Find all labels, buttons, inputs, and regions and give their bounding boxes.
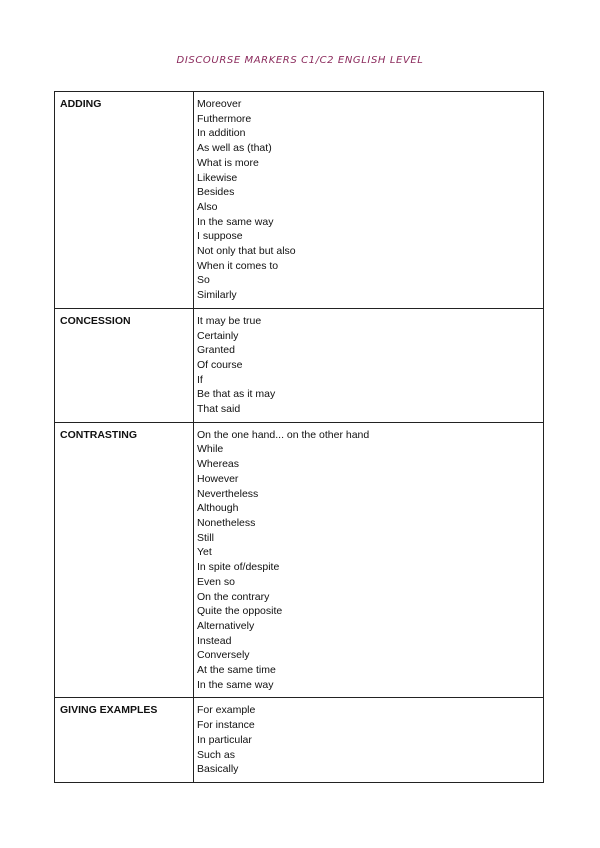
marker-item: Instead [197, 634, 232, 647]
marker-item: Not only that but also [197, 245, 296, 258]
marker-item: In the same way [197, 678, 274, 691]
marker-item: As well as (that) [197, 142, 272, 155]
discourse-markers-table [54, 91, 544, 783]
table-row [55, 422, 544, 698]
table-row [55, 92, 544, 309]
marker-item: In the same way [197, 215, 274, 228]
category-label: CONTRASTING [55, 422, 194, 698]
marker-item: Whereas [197, 458, 240, 471]
marker-item: Be that as it may [197, 388, 276, 401]
marker-item: So [197, 274, 210, 287]
table-body [55, 92, 544, 783]
marker-item: It may be true [197, 314, 262, 327]
marker-item: At the same time [197, 664, 276, 677]
marker-item: In spite of/despite [197, 561, 280, 574]
marker-item: Still [197, 531, 214, 544]
marker-item: In addition [197, 127, 246, 140]
marker-item: Yet [197, 546, 212, 559]
marker-item: What is more [197, 156, 259, 169]
marker-item: On the contrary [197, 590, 270, 603]
category-label: ADDING [55, 92, 194, 309]
marker-item: Futhermore [197, 112, 252, 125]
marker-item: For example [197, 704, 256, 717]
marker-item: Moreover [197, 98, 242, 110]
marker-list [194, 308, 544, 422]
marker-item: For instance [197, 719, 255, 732]
marker-item: I suppose [197, 230, 243, 243]
marker-item: Conversely [197, 649, 250, 662]
marker-item: Basically [197, 763, 239, 776]
marker-item: Besides [197, 186, 235, 199]
marker-item: Quite the opposite [197, 605, 283, 618]
marker-list [194, 698, 544, 783]
marker-item: Nevertheless [197, 487, 259, 500]
marker-item: In particular [197, 733, 252, 746]
marker-item: Also [197, 200, 218, 213]
page-title: DISCOURSE MARKERS C1/C2 ENGLISH LEVEL [176, 55, 424, 66]
marker-list [194, 422, 544, 698]
marker-item: When it comes to [197, 259, 279, 272]
category-label: GIVING EXAMPLES [55, 698, 194, 783]
marker-item: Nonetheless [197, 516, 256, 529]
table-row [55, 308, 544, 422]
marker-item: Although [197, 502, 239, 515]
marker-item: Certainly [197, 329, 239, 342]
marker-item: Even so [197, 575, 235, 588]
marker-item: If [197, 373, 203, 386]
marker-item: However [197, 472, 239, 485]
marker-item: On the one hand... on the other hand [197, 428, 370, 441]
category-label: CONCESSION [55, 308, 194, 422]
marker-item: Similarly [197, 289, 237, 302]
marker-item: Alternatively [197, 619, 255, 632]
table-row [55, 698, 544, 783]
marker-item: That said [197, 403, 241, 416]
marker-item: Likewise [197, 171, 238, 184]
marker-item: While [197, 443, 224, 456]
marker-list [194, 92, 544, 309]
marker-item: Such as [197, 748, 235, 761]
marker-item: Granted [197, 344, 235, 357]
marker-item: Of course [197, 358, 243, 371]
